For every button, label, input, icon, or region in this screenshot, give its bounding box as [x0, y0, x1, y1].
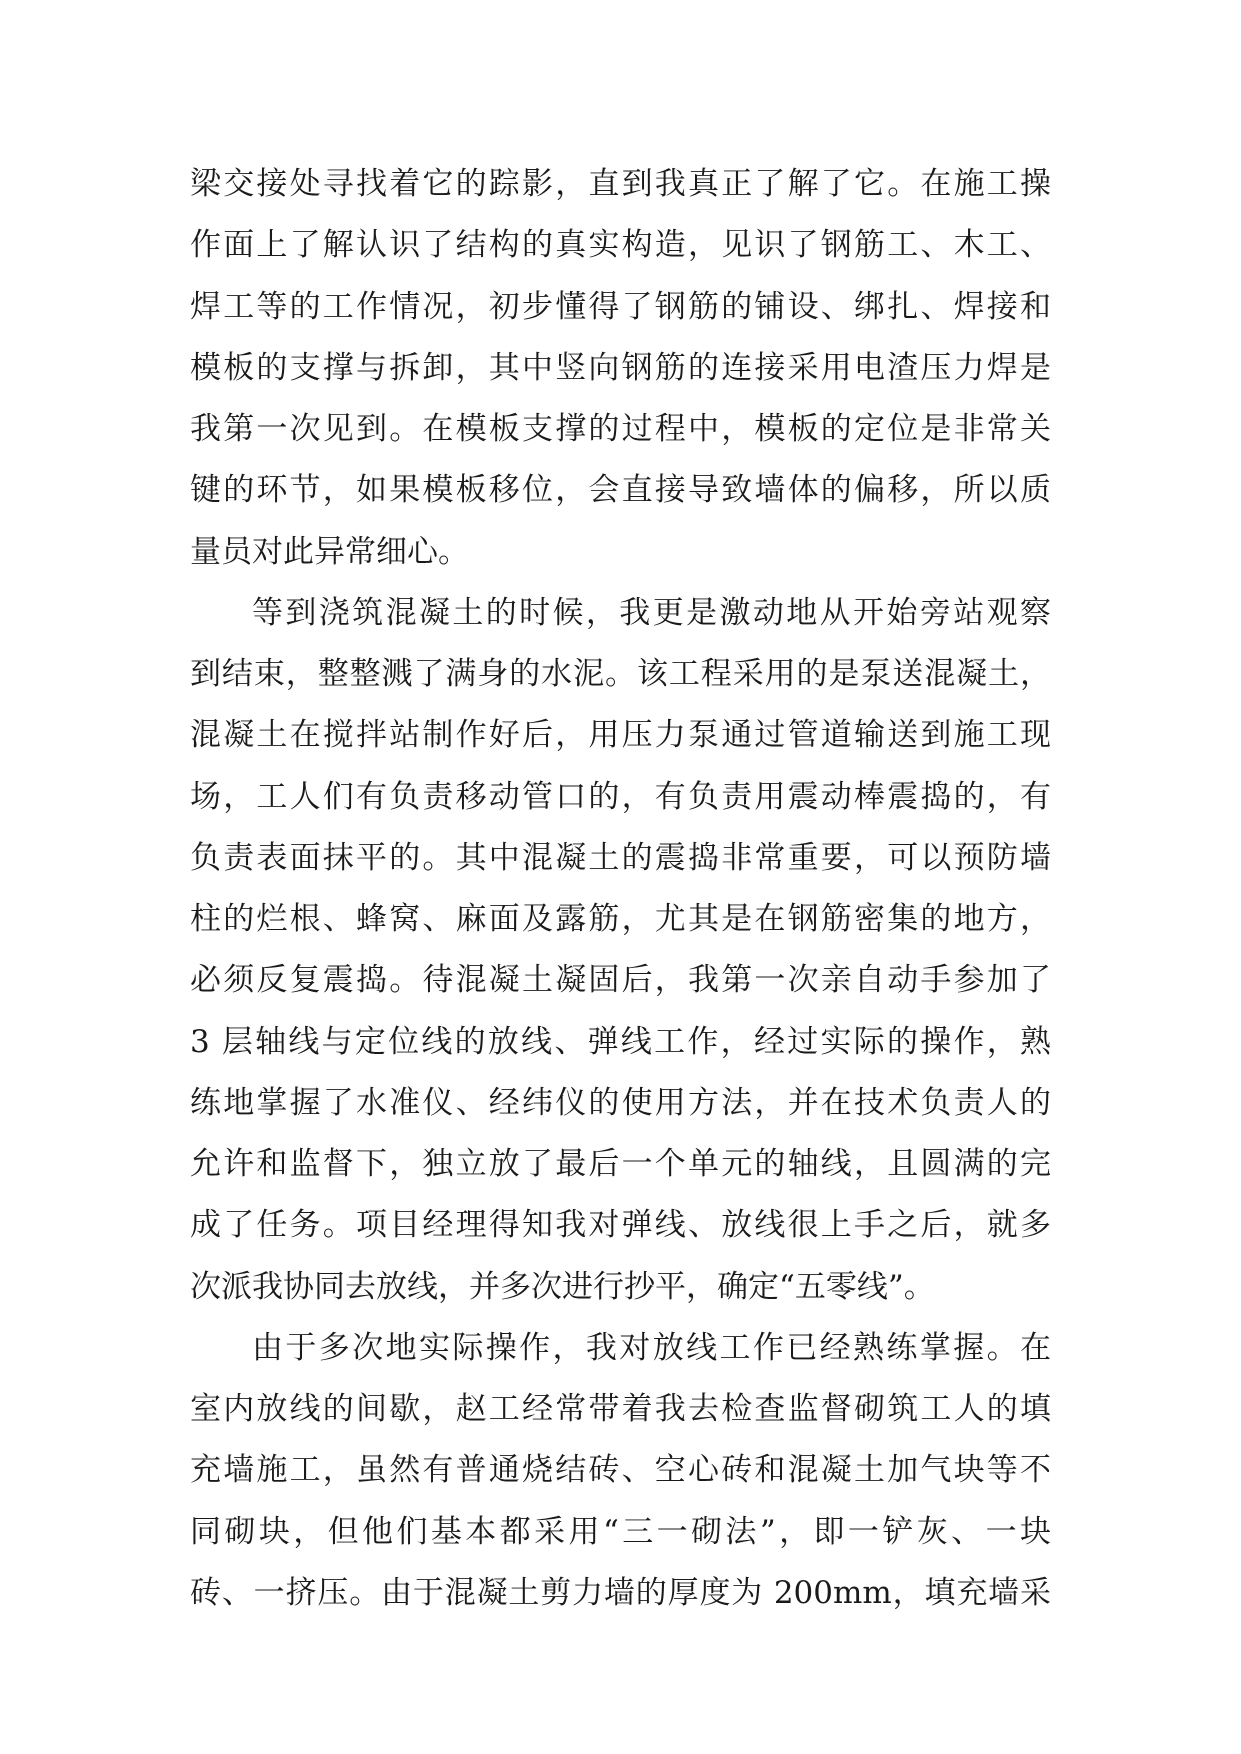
text-line: 场，工人们有负责移动管口的，有负责用震动棒震捣的，有	[190, 778, 1051, 815]
text-line: 到结束，整整溅了满身的水泥。该工程采用的是泵送混凝土，	[190, 656, 1051, 692]
text-line: 焊工等的工作情况，初步懂得了钢筋的铺设、绑扎、焊接和	[190, 288, 1051, 325]
text-line: 量员对此异常细心。	[190, 533, 469, 570]
text-line: 必须反复震捣。待混凝土凝固后，我第一次亲自动手参加了	[190, 962, 1051, 999]
text-line: 3 层轴线与定位线的放线、弹线工作，经过实际的操作，熟	[190, 1023, 1051, 1060]
text-line: 充墙施工，虽然有普通烧结砖、空心砖和混凝土加气块等不	[190, 1452, 1051, 1489]
text-line: 砖、一挤压。由于混凝土剪力墙的厚度为 200mm，填充墙采	[190, 1574, 1051, 1611]
text-line: 柱的烂根、蜂窝、麻面及露筋，尤其是在钢筋密集的地方，	[190, 901, 1051, 937]
text-line: 混凝土在搅拌站制作好后，用压力泵通过管道输送到施工现	[190, 717, 1051, 754]
text-line: 模板的支撑与拆卸，其中竖向钢筋的连接采用电渣压力焊是	[190, 349, 1051, 386]
text-line: 次派我协同去放线，并多次进行抄平，确定“五零线”。	[190, 1268, 935, 1305]
text-line: 等到浇筑混凝土的时候，我更是激动地从开始旁站观察	[252, 594, 1051, 631]
text-line: 室内放线的间歇，赵工经常带着我去检查监督砌筑工人的填	[190, 1391, 1051, 1427]
text-line: 允许和监督下，独立放了最后一个单元的轴线，且圆满的完	[190, 1146, 1051, 1182]
body-text	[190, 154, 1051, 1624]
text-line: 练地掌握了水准仪、经纬仪的使用方法，并在技术负责人的	[190, 1084, 1051, 1121]
text-line: 作面上了解认识了结构的真实构造，见识了钢筋工、木工、	[190, 227, 1051, 264]
text-line: 梁交接处寻找着它的踪影，直到我真正了解了它。在施工操	[190, 166, 1051, 202]
text-line: 我第一次见到。在模板支撑的过程中，模板的定位是非常关	[190, 411, 1051, 447]
text-line: 负责表面抹平的。其中混凝土的震捣非常重要，可以预防墙	[190, 839, 1051, 876]
text-line: 同砌块，但他们基本都采用“三一砌法”，即一铲灰、一块	[190, 1513, 1051, 1550]
text-line: 成了任务。项目经理得知我对弹线、放线很上手之后，就多	[190, 1207, 1051, 1244]
text-line: 键的环节，如果模板移位，会直接导致墙体的偏移，所以质	[190, 472, 1051, 509]
text-line: 由于多次地实际操作，我对放线工作已经熟练掌握。在	[252, 1329, 1051, 1366]
